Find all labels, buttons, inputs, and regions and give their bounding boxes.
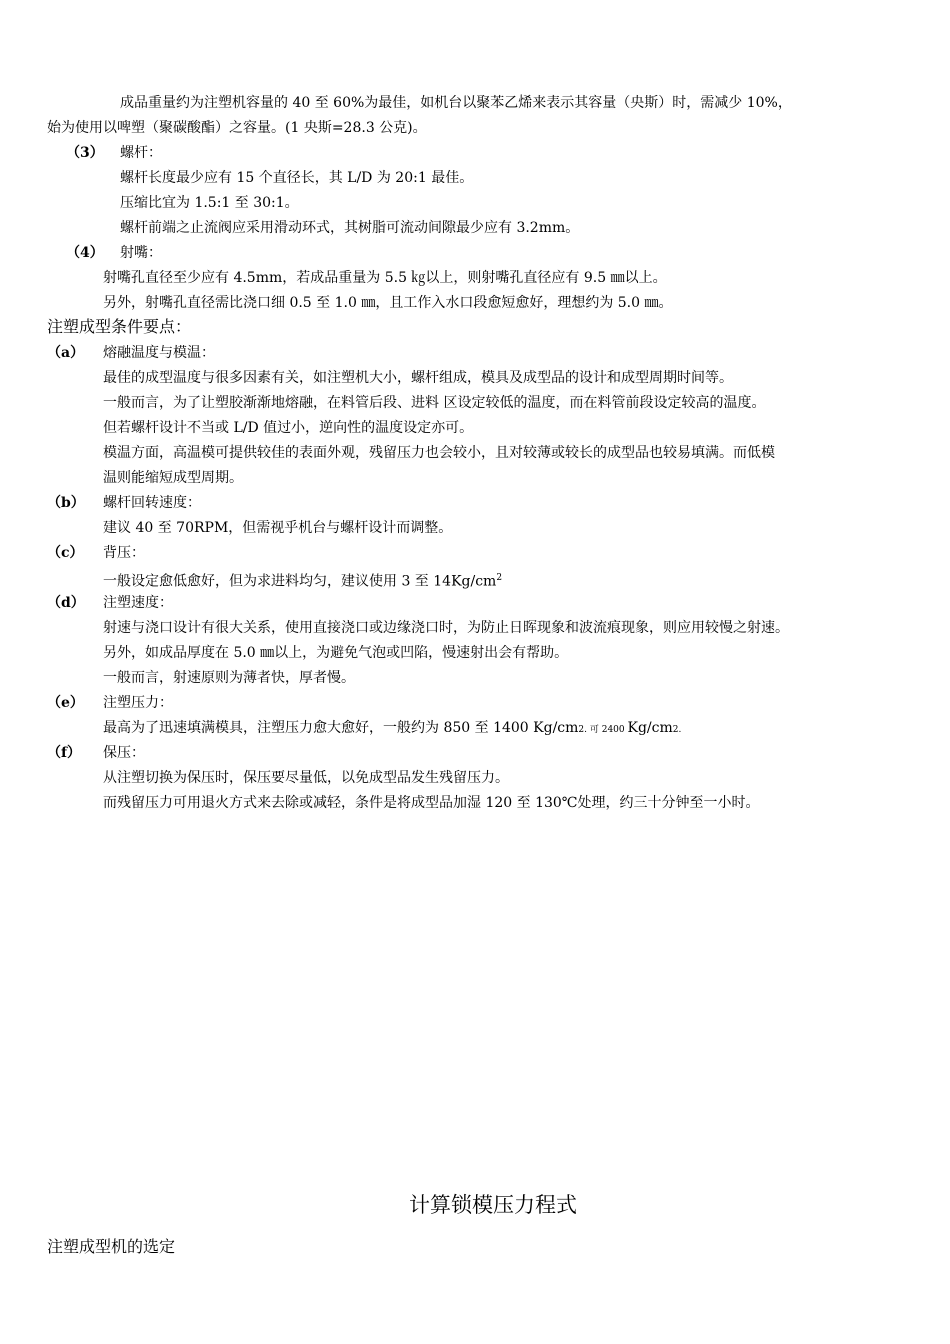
conditions-heading: 注塑成型条件要点： [47, 317, 192, 336]
item-c-marker: （c） [47, 545, 84, 561]
item-d-line: 射速与浇口设计有很大关系，使用直接浇口或边缘浇口时，为防止日晖现象和波流痕现象，则应用较慢之射速。 [103, 620, 789, 636]
item-e-line [103, 718, 681, 740]
item-f-marker: （f） [47, 745, 82, 761]
item-e-marker: （e） [47, 695, 84, 711]
section-3-title: 螺杆： [120, 145, 162, 161]
item-c-line [103, 568, 502, 592]
item-a-line: 最佳的成型温度与很多因素有关，如注塑机大小，螺杆组成，模具及成型品的设计和成型周期时间等。 [103, 370, 733, 386]
section-3-line: 螺杆前端之止流阀应采用滑动环式，其树脂可流动间隙最少应有 3.2mm。 [120, 220, 580, 236]
item-a-line: 温则能缩短成型周期。 [103, 470, 243, 486]
item-e-superscript-2: 2. [672, 725, 682, 735]
item-d-line: 一般而言，射速原则为薄者快，厚者慢。 [103, 670, 355, 686]
section-4-line: 射嘴孔直径至少应有 4.5mm，若成品重量为 5.5 ㎏以上，则射嘴孔直径应有 9.5 ㎜以上。 [103, 270, 667, 286]
item-f-line: 从注塑切换为保压时，保压要尽量低，以免成型品发生残留压力。 [103, 770, 509, 786]
intro-line-1: 成品重量约为注塑机容量的 40 至 60%为最佳，如机台以聚苯乙烯来表示其容量（央斯）时，需减少 10%， [120, 95, 792, 111]
item-f-title: 保压： [103, 745, 145, 761]
item-c-superscript: 2 [496, 573, 503, 583]
item-a-title: 熔融温度与模温： [103, 345, 215, 361]
item-e-superscript-1: 2. [578, 725, 587, 735]
item-e-text: 最高为了迅速填满模具，注塑压力愈大愈好，一般约为 850 至 1400 Kg/cm [103, 720, 579, 736]
item-a-line: 一般而言，为了让塑胶渐渐地熔融，在料管后段、进料 区设定较低的温度，而在料管前段设定较高的温度。 [103, 395, 766, 411]
intro-line-2: 始为使用以啤塑（聚碳酸酯）之容量。(1 央斯=28.3 公克)。 [47, 120, 427, 136]
item-e-small-note: 可 2400 [587, 725, 628, 735]
item-e-unit: Kg/cm [627, 720, 673, 736]
item-b-title: 螺杆回转速度： [103, 495, 201, 511]
section-3-line: 压缩比宜为 1.5:1 至 30:1。 [120, 195, 299, 211]
item-d-line: 另外，如成品厚度在 5.0 ㎜以上，为避免气泡或凹陷，慢速射出会有帮助。 [103, 645, 569, 661]
item-c-text: 一般设定愈低愈好，但为求进料均匀，建议使用 3 至 14Kg/cm [103, 573, 497, 590]
section-4-marker: （4） [66, 245, 104, 261]
machine-selection-heading: 注塑成型机的选定 [47, 1237, 176, 1256]
item-e-title: 注塑压力： [103, 695, 173, 711]
item-a-marker: （a） [47, 345, 85, 361]
item-c-title: 背压： [103, 545, 145, 561]
section-4-line: 另外，射嘴孔直径需比浇口细 0.5 至 1.0 ㎜，且工作入水口段愈短愈好，理想约为 5.0 ㎜。 [103, 295, 673, 311]
item-b-marker: （b） [47, 495, 85, 511]
section-3-line: 螺杆长度最少应有 15 个直径长，其 L/D 为 20:1 最佳。 [120, 170, 474, 186]
item-f-line: 而残留压力可用退火方式来去除或减轻，条件是将成型品加湿 120 至 130℃处理，约三十分钟至一小时。 [103, 795, 760, 811]
formula-title: 计算锁模压力程式 [409, 1193, 577, 1217]
item-d-marker: （d） [47, 595, 85, 611]
item-b-line: 建议 40 至 70RPM，但需视乎机台与螺杆设计而调整。 [103, 520, 453, 536]
section-3-marker: （3） [66, 145, 104, 161]
section-4-title: 射嘴： [120, 245, 162, 261]
item-a-line: 但若螺杆设计不当或 L/D 值过小，逆向性的温度设定亦可。 [103, 420, 474, 436]
item-a-line: 模温方面，高温模可提供较佳的表面外观，残留压力也会较小，且对较薄或较长的成型品也较易填满。而低模 [103, 445, 775, 461]
item-d-title: 注塑速度： [103, 595, 173, 611]
